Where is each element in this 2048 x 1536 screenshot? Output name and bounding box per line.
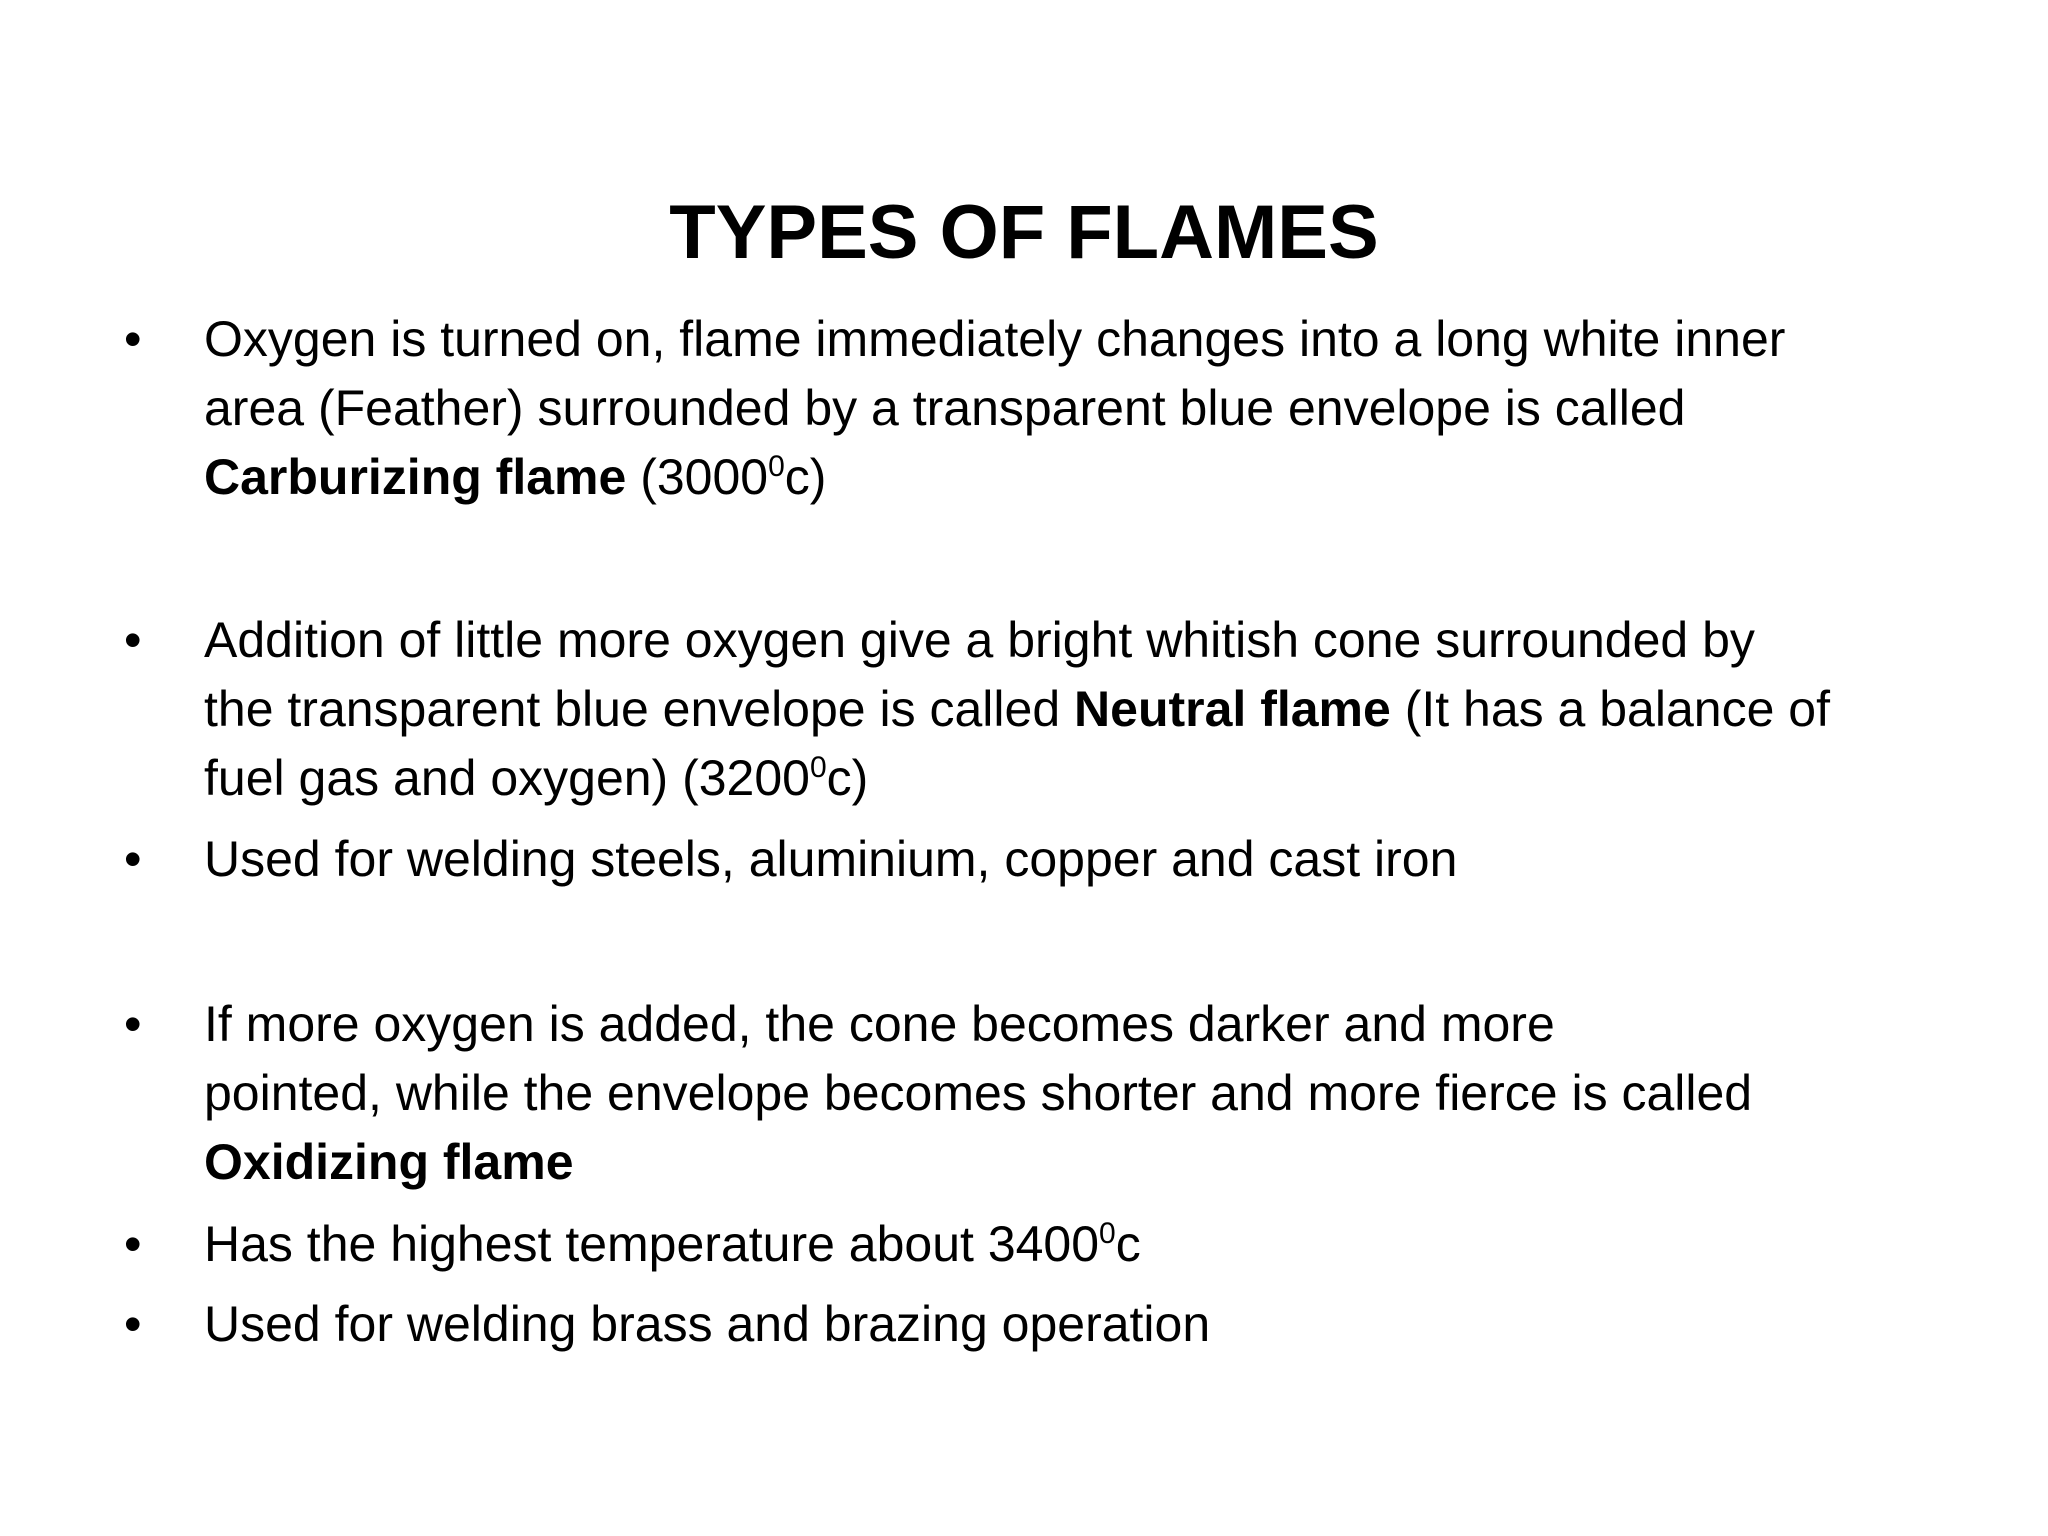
temperature-unit: c [1115, 1216, 1141, 1272]
temperature-unit: c) [826, 750, 869, 806]
bullet-line: Used for welding steels, aluminium, copper and cast iron [204, 831, 1458, 887]
bullet-line [204, 1128, 1944, 1197]
degree-superscript: 0 [809, 751, 827, 784]
bullet-line: area (Feather) surrounded by a transparent blue envelope is called [204, 380, 1686, 436]
bullet-line [204, 744, 1944, 813]
bullet-dot: • [124, 1296, 142, 1352]
degree-superscript: 0 [768, 450, 785, 483]
degree-superscript: 0 [1099, 1217, 1116, 1250]
bullet-line [204, 443, 1944, 512]
temperature-unit: c) [784, 449, 827, 505]
bullet-line-part: (It has a balance of [1390, 681, 1830, 737]
bullet-text [204, 1210, 1944, 1279]
bullet-line [204, 675, 1944, 744]
bullet-line [204, 1210, 1944, 1279]
bullet-dot: • [124, 1216, 142, 1272]
bold-term-carburizing-flame: Carburizing flame [204, 449, 627, 505]
bullet-text [204, 825, 1944, 894]
bullet-text [204, 990, 1944, 1197]
bullet-text [204, 305, 1944, 512]
bullet-line: Addition of little more oxygen give a bright whitish cone surrounded by [204, 612, 1755, 668]
temperature-text: fuel gas and oxygen) (3200 [204, 750, 810, 806]
bullet-dot: • [124, 612, 142, 668]
bold-term-neutral-flame: Neutral flame [1074, 681, 1391, 737]
temperature-text: (3000 [626, 449, 769, 505]
bullet-line: Used for welding brass and brazing operation [204, 1296, 1211, 1352]
temperature-text: Has the highest temperature about 3400 [204, 1216, 1100, 1272]
bullet-line: If more oxygen is added, the cone becomes darker and more [204, 996, 1555, 1052]
bullet-line: Oxygen is turned on, flame immediately changes into a long white inner [204, 311, 1786, 367]
bullet-text [204, 1290, 1944, 1359]
bullet-dot: • [124, 831, 142, 887]
bold-term-oxidizing-flame: Oxidizing flame [204, 1134, 574, 1190]
bullet-dot: • [124, 311, 142, 367]
bullet-text [204, 606, 1944, 813]
bullet-dot: • [124, 996, 142, 1052]
bullet-line: pointed, while the envelope becomes shorter and more fierce is called [204, 1065, 1753, 1121]
bullet-line-part: the transparent blue envelope is called [204, 681, 1075, 737]
slide-title: TYPES OF FLAMES [669, 190, 1379, 275]
